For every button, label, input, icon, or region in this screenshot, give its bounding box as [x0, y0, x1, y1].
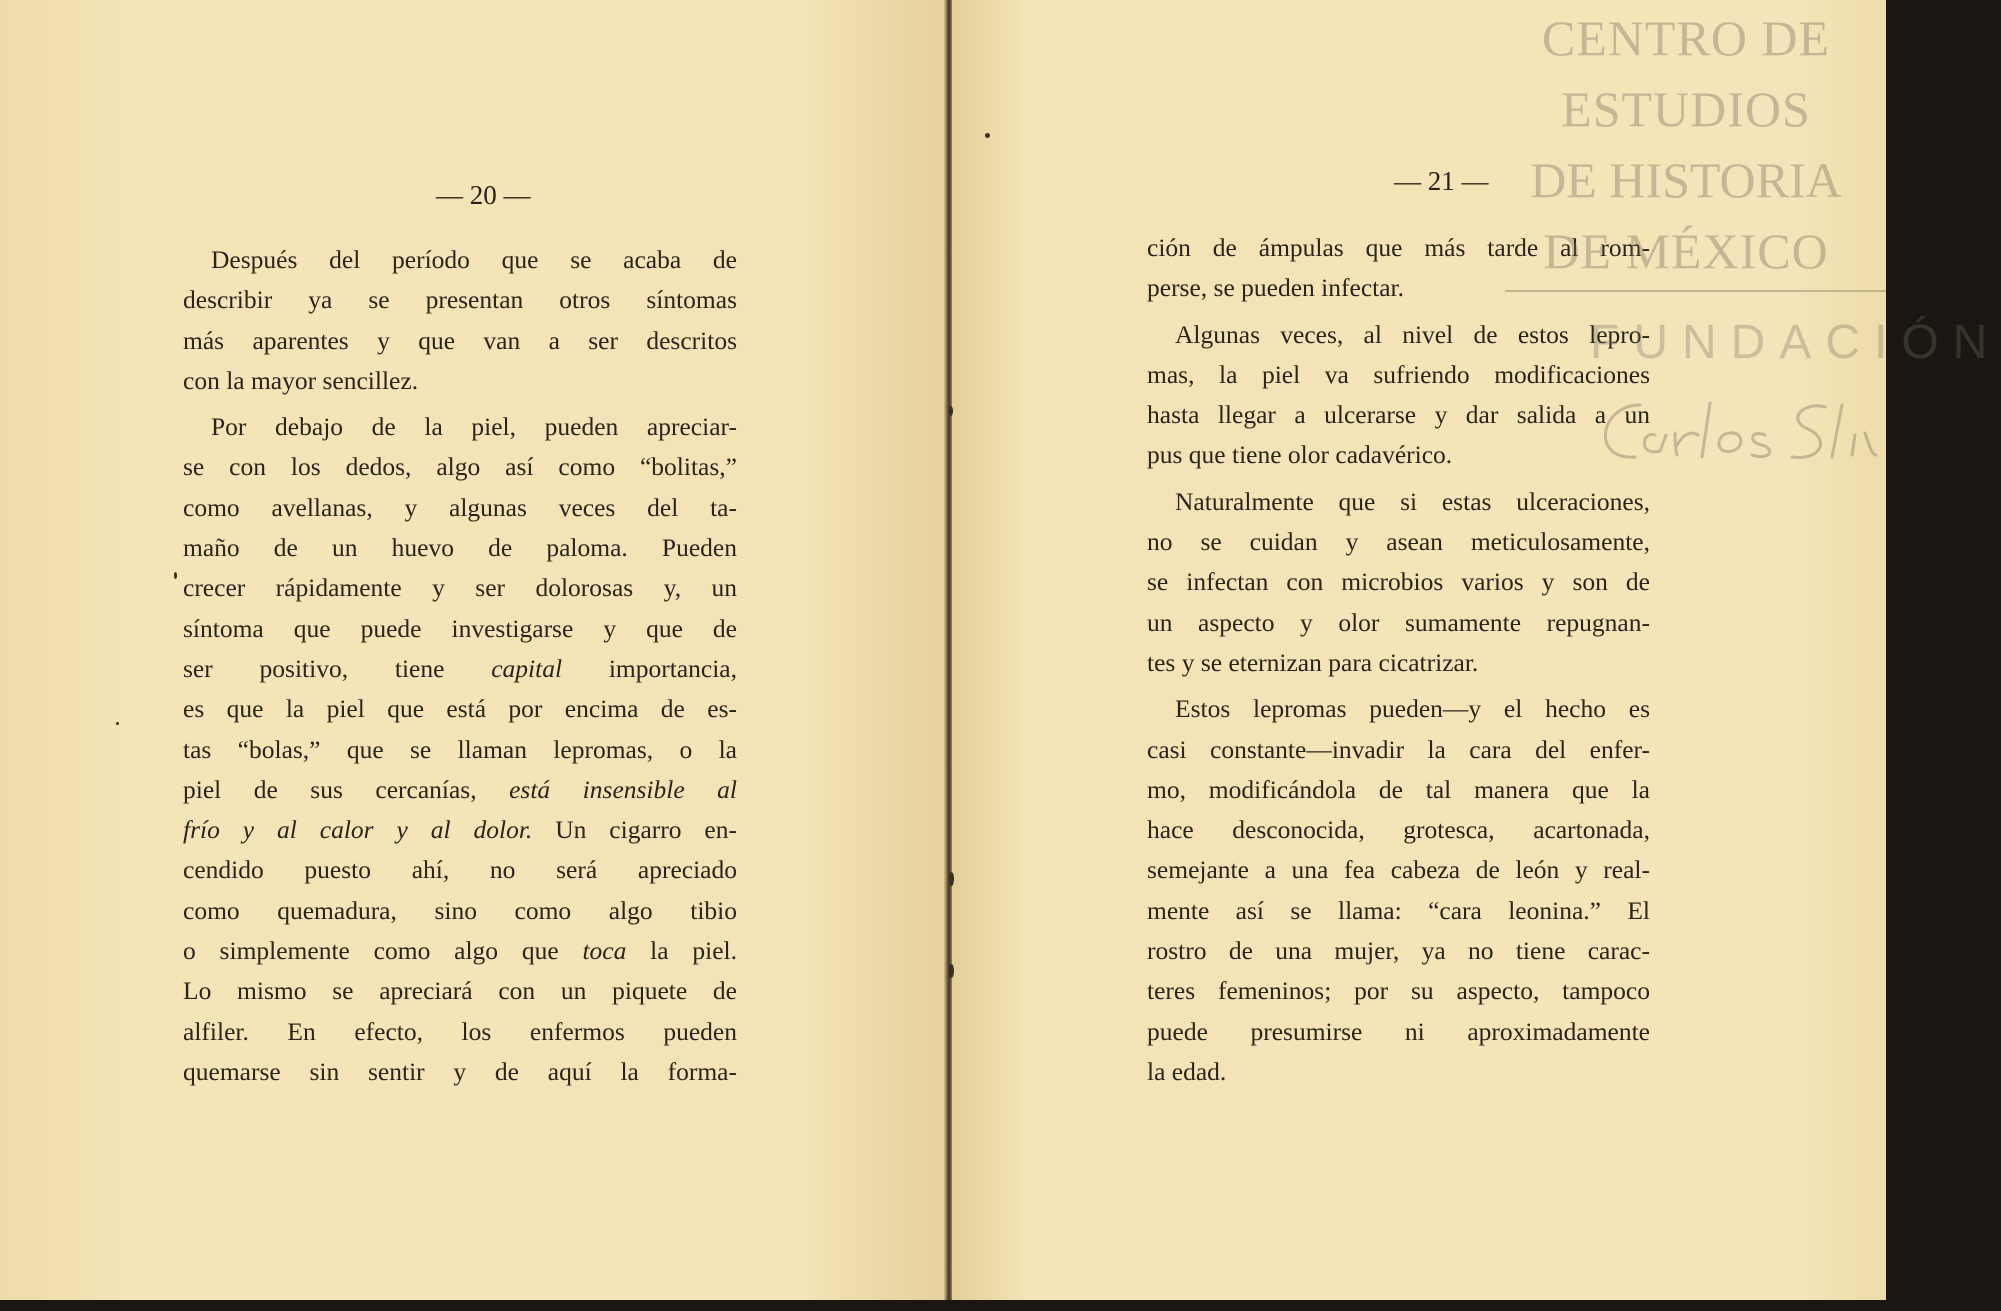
page-number-right: — 21 — — [1394, 166, 1489, 196]
text-line: hasta llegar a ulcerarse y dar salida a un — [1147, 400, 1650, 430]
text-line: describir ya se presentan otros síntomas — [183, 285, 737, 315]
text-line: crecer rápidamente y ser dolorosas y, un — [183, 573, 737, 603]
text-line: ser positivo, tiene capital importancia, — [183, 653, 737, 683]
watermark-line: DE HISTORIA — [1530, 152, 1842, 208]
text-line: se con los dedos, algo así como “bolitas,” — [183, 452, 737, 482]
text-line: no se cuidan y asean meticulosamente, — [1147, 527, 1650, 557]
text-line: tas “bolas,” que se llaman lepromas, o la — [183, 734, 737, 764]
text-line: pus que tiene olor cadavérico. — [1147, 440, 1453, 470]
watermark-line: DE MÉXICO — [1543, 223, 1829, 279]
text-line: como quemadura, sino como algo tibio — [183, 895, 737, 925]
text-line: casi constante—invadir la cara del enfer- — [1147, 734, 1650, 764]
paper-speck — [116, 722, 119, 725]
text-line: frío y al calor y al dolor. Un cigarro en- — [183, 815, 737, 845]
paper-speck — [174, 572, 177, 579]
text-line: tes y se eternizan para cicatrizar. — [1147, 647, 1479, 677]
text-line: teres femeninos; por su aspecto, tampoco — [1147, 976, 1650, 1006]
text-line: más aparentes y que van a ser descritos — [183, 325, 737, 355]
text-line: con la mayor sencillez. — [183, 365, 419, 395]
text-line: o simplemente como algo que toca la piel. — [183, 936, 738, 966]
archive-watermark — [1486, 3, 1886, 287]
binding-mark — [949, 406, 953, 416]
text-line: rostro de una mujer, ya no tiene carac- — [1147, 936, 1650, 966]
watermark-line: CENTRO DE — [1541, 10, 1831, 66]
text-line: síntoma que puede investigarse y que de — [183, 613, 737, 643]
text-line: alfiler. En efecto, los enfermos pueden — [183, 1016, 737, 1046]
binding-mark — [949, 964, 954, 978]
text-line: puede presumirse ni aproximadamente — [1147, 1016, 1650, 1046]
paper-speck — [985, 133, 990, 138]
text-line: es que la piel que está por encima de es- — [183, 694, 737, 724]
text-line: mente así se llama: “cara leonina.” El — [1147, 895, 1650, 925]
text-line: Después del período que se acaba de — [211, 245, 737, 274]
text-line: maño de un huevo de paloma. Pueden — [183, 533, 737, 563]
text-line: mo, modificándola de tal manera que la — [1147, 774, 1650, 804]
text-line: se infectan con microbios varios y son de — [1147, 567, 1650, 597]
text-line: piel de sus cercanías, está insensible al — [183, 774, 737, 804]
text-line: semejante a una fea cabeza de león y real- — [1147, 855, 1650, 885]
text-line: hace desconocida, grotesca, acartonada, — [1147, 815, 1650, 845]
text-line: Lo mismo se apreciará con un piquete de — [183, 976, 737, 1006]
text-line: Naturalmente que si estas ulceraciones, — [1175, 486, 1650, 516]
left-page — [0, 0, 946, 1305]
text-line: ción de ámpulas que más tarde al rom- — [1147, 233, 1650, 262]
text-line: Algunas veces, al nivel de estos lepro- — [1175, 319, 1650, 349]
text-line: un aspecto y olor sumamente repugnan- — [1147, 607, 1650, 637]
watermark-signature — [1580, 385, 1880, 475]
text-line: como avellanas, y algunas veces del ta- — [183, 492, 737, 522]
watermark-rule — [1505, 290, 1886, 292]
text-line: cendido puesto ahí, no será apreciado — [183, 855, 737, 885]
binding-mark — [949, 872, 954, 886]
text-line: perse, se pueden infectar. — [1147, 273, 1405, 303]
text-line: mas, la piel va sufriendo modificaciones — [1147, 359, 1650, 389]
scan-bottom-edge — [0, 1300, 1886, 1311]
left-page-text — [183, 240, 737, 1092]
right-page-text — [1147, 228, 1650, 1092]
text-line: la edad. — [1147, 1056, 1227, 1086]
watermark-line: ESTUDIOS — [1561, 81, 1811, 137]
text-line: quemarse sin sentir y de aquí la forma- — [183, 1056, 737, 1086]
watermark-foundation: FUNDACIÓN — [1590, 316, 2001, 369]
page-number-left: — 20 — — [436, 180, 531, 210]
text-line: Por debajo de la piel, pueden apreciar- — [211, 412, 737, 442]
text-line: Estos lepromas pueden—y el hecho es — [1175, 694, 1650, 724]
